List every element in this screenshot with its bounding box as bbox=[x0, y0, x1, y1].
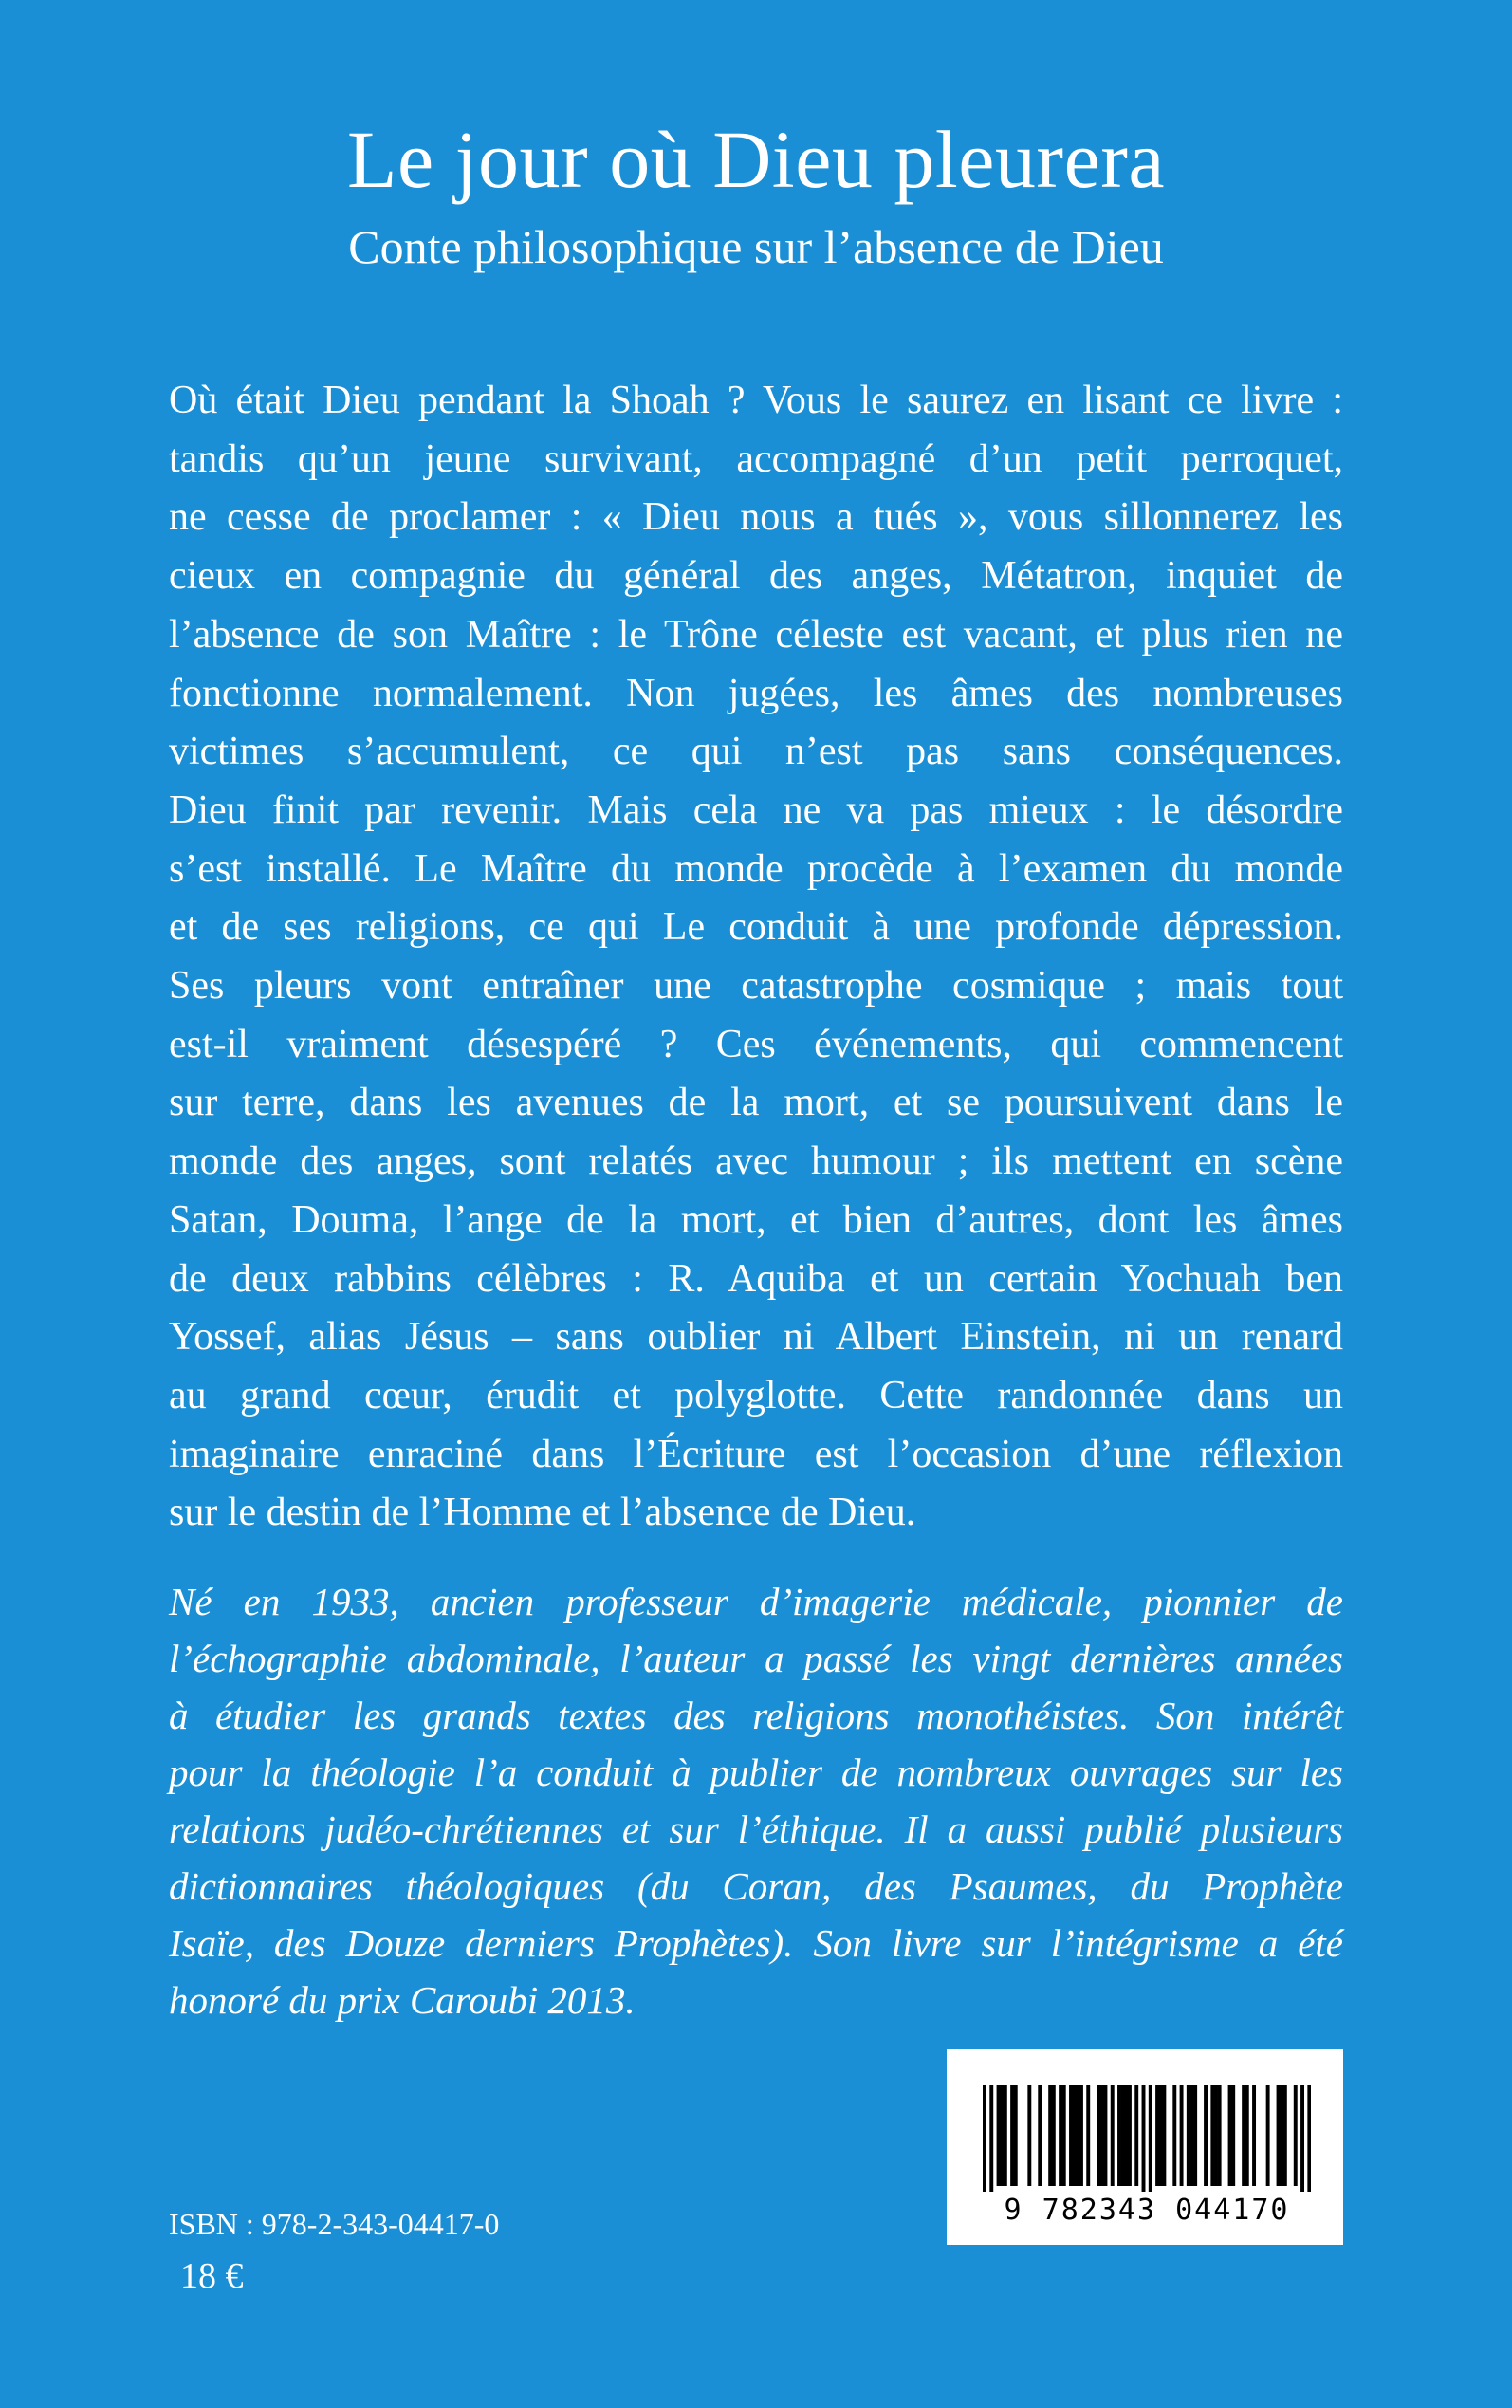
barcode-bar bbox=[1004, 2085, 1007, 2186]
bio-line: à étudier les grands textes des religions monothéistes. Son intérêt bbox=[169, 1694, 1343, 1737]
barcode-bar bbox=[1231, 2085, 1235, 2186]
barcode-bar bbox=[1180, 2085, 1184, 2186]
barcode-bar bbox=[1159, 2085, 1163, 2186]
summary-line: au grand cœur, érudit et polyglotte. Cette randonnée dans un bbox=[169, 1373, 1343, 1417]
summary-line: Satan, Douma, l’ange de la mort, et bien d’autres, dont les âmes bbox=[169, 1197, 1343, 1242]
barcode-bar bbox=[1204, 2085, 1208, 2186]
barcode-bar bbox=[1079, 2085, 1083, 2186]
barcode-bar bbox=[1214, 2085, 1218, 2186]
summary-line: Ses pleurs vont entraîner une catastrophe cosmique ; mais tout bbox=[169, 964, 1343, 1009]
summary-line: Dieu finit par revenir. Mais cela ne va pas mieux : le désordre bbox=[169, 787, 1343, 832]
barcode-bar bbox=[1027, 2085, 1031, 2186]
barcode-bar bbox=[1218, 2085, 1222, 2186]
barcode-bar bbox=[1149, 2085, 1152, 2192]
summary-line: et de ses religions, ce qui Le conduit à une profonde dépression. bbox=[169, 905, 1343, 950]
barcode-bar bbox=[983, 2085, 986, 2192]
summary-line: Où était Dieu pendant la Shoah ? Vous le saurez en lisant ce livre : bbox=[169, 379, 1343, 422]
barcode-bar bbox=[1210, 2085, 1214, 2186]
barcode-image bbox=[983, 2085, 1311, 2192]
barcode-bar bbox=[1162, 2085, 1166, 2186]
price-label: 18 € bbox=[180, 2256, 244, 2296]
barcode-digits: 9 782343 044170 bbox=[1004, 2194, 1290, 2227]
barcode-bar bbox=[1076, 2085, 1079, 2186]
barcode-bar bbox=[1128, 2085, 1132, 2186]
barcode-bar bbox=[1266, 2085, 1270, 2186]
barcode-bar bbox=[1252, 2085, 1256, 2186]
barcode-bar bbox=[1190, 2085, 1194, 2186]
summary-line: Yossef, alias Jésus – sans oublier ni Albert Einstein, ni un renard bbox=[169, 1315, 1343, 1360]
barcode-bar bbox=[1052, 2085, 1056, 2186]
barcode-bar bbox=[1307, 2085, 1311, 2192]
barcode-bar bbox=[1000, 2085, 1004, 2186]
bio-line: pour la théologie l’a conduit à publier de nombreux ouvrages sur les bbox=[169, 1750, 1343, 1794]
barcode-bar bbox=[1245, 2085, 1249, 2186]
barcode-bar bbox=[1117, 2085, 1121, 2186]
bio-line: Né en 1933, ancien professeur d’imagerie médicale, pionnier de bbox=[169, 1580, 1343, 1623]
book-subtitle: Conte philosophique sur l’absence de Dieu bbox=[348, 220, 1164, 273]
summary-line: est-il vraiment désespéré ? Ces événements, qui commencent bbox=[169, 1022, 1343, 1066]
barcode-bar bbox=[1059, 2085, 1062, 2186]
summary-line: sur terre, dans les avenues de la mort, et se poursuivent dans le bbox=[169, 1081, 1343, 1125]
barcode-bar bbox=[1142, 2085, 1146, 2192]
summary-line: ne cesse de proclamer : « Dieu nous a tués », vous sillonnerez les bbox=[169, 495, 1343, 540]
author-bio bbox=[169, 1573, 1343, 2028]
bio-line: relations judéo-chrétiennes et sur l’éthique. Il a aussi publié plusieurs bbox=[169, 1807, 1343, 1851]
barcode-bar bbox=[1121, 2085, 1125, 2186]
barcode-bar bbox=[1010, 2085, 1014, 2186]
book-title: Le jour où Dieu pleurera bbox=[346, 114, 1166, 205]
barcode-bar bbox=[1242, 2085, 1245, 2186]
barcode-bar bbox=[1134, 2085, 1138, 2186]
summary-line: l’absence de son Maître : le Trône céleste est vacant, et plus rien ne bbox=[169, 612, 1343, 657]
barcode-bar bbox=[1100, 2085, 1104, 2186]
barcode-panel bbox=[947, 2049, 1343, 2245]
barcode-bar bbox=[1038, 2085, 1042, 2186]
summary-line: tandis qu’un jeune survivant, accompagné d’un petit perroquet, bbox=[169, 436, 1343, 481]
barcode-bar bbox=[1062, 2085, 1066, 2186]
summary-line: monde des anges, sont relatés avec humour ; ils mettent en scène bbox=[169, 1139, 1343, 1184]
barcode-bar bbox=[1069, 2085, 1073, 2186]
barcode-bar bbox=[1300, 2085, 1304, 2192]
barcode-bar bbox=[1187, 2085, 1190, 2186]
barcode-bar bbox=[1280, 2085, 1283, 2186]
barcode-bar bbox=[1073, 2085, 1077, 2186]
bio-line: dictionnaires théologiques (du Coran, des Psaumes, du Prophète bbox=[169, 1864, 1343, 1908]
barcode-bar bbox=[1014, 2085, 1018, 2186]
barcode-bar bbox=[1193, 2085, 1197, 2186]
barcode-bar bbox=[997, 2085, 1001, 2186]
barcode-bar bbox=[1124, 2085, 1128, 2186]
summary-line: victimes s’accumulent, ce qui n’est pas sans conséquences. bbox=[169, 730, 1343, 774]
bio-line: honoré du prix Caroubi 2013. bbox=[169, 1978, 636, 2022]
barcode-bar bbox=[1283, 2085, 1287, 2186]
barcode-bar bbox=[989, 2085, 993, 2192]
bio-line: Isaïe, des Douze derniers Prophètes). Son livre sur l’intégrisme a été bbox=[169, 1921, 1343, 1965]
isbn-number: ISBN : 978-2-343-04417-0 bbox=[169, 2207, 500, 2241]
summary-line: sur le destin de l’Homme et l’absence de Dieu. bbox=[169, 1491, 916, 1535]
summary-line: fonctionne normalement. Non jugées, les âmes des nombreuses bbox=[169, 671, 1343, 715]
barcode-bar bbox=[1086, 2085, 1090, 2186]
summary-line: s’est installé. Le Maître du monde procède à l’examen du monde bbox=[169, 846, 1343, 891]
summary-line: cieux en compagnie du général des anges, Métatron, inquiet de bbox=[169, 554, 1343, 599]
barcode-bar bbox=[1228, 2085, 1232, 2186]
barcode-bar bbox=[1097, 2085, 1100, 2186]
barcode-bar bbox=[1111, 2085, 1115, 2186]
barcode-bar bbox=[1048, 2085, 1052, 2186]
barcode-bar bbox=[1172, 2085, 1176, 2186]
barcode-bar bbox=[1155, 2085, 1159, 2186]
barcode-bar bbox=[1294, 2085, 1298, 2186]
barcode-bar bbox=[1277, 2085, 1281, 2186]
barcode-bar bbox=[1103, 2085, 1107, 2186]
summary-line: imaginaire enraciné dans l’Écriture est l’occasion d’une réflexion bbox=[169, 1432, 1343, 1476]
bio-line: l’échographie abdominale, l’auteur a passé les vingt dernières années bbox=[169, 1637, 1343, 1680]
summary-line: de deux rabbins célèbres : R. Aquiba et un certain Yochuah ben bbox=[169, 1256, 1343, 1301]
summary-paragraph bbox=[169, 372, 1343, 1543]
